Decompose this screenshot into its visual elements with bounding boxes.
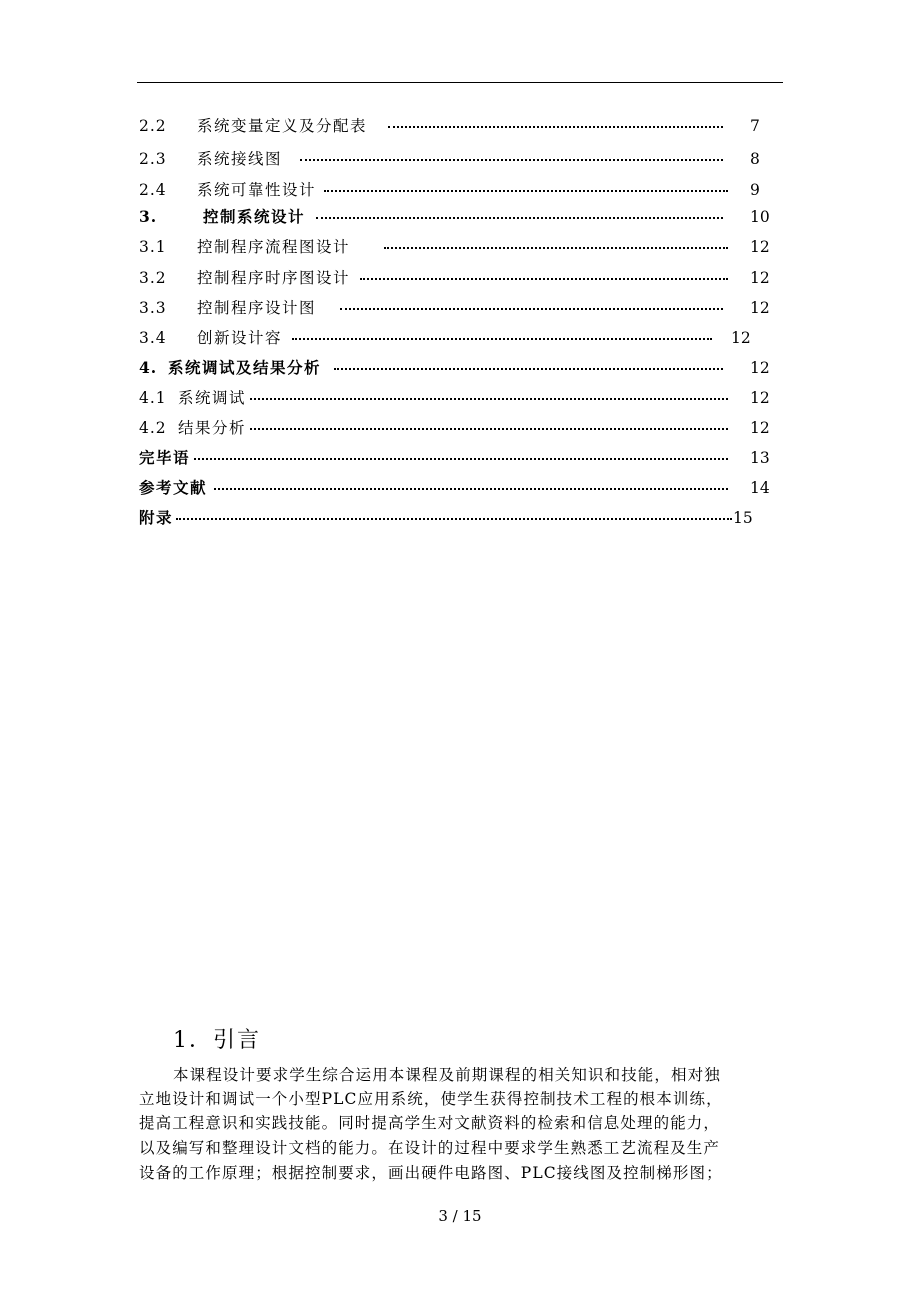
toc-row (0, 446, 920, 470)
toc-row (0, 356, 920, 380)
toc-leader-dots (250, 428, 728, 430)
toc-row (0, 114, 920, 138)
toc-page-number: 12 (750, 269, 770, 287)
toc-page-number: 12 (750, 238, 770, 256)
paragraph-line: 以及编写和整理设计文档的能力。在设计的过程中要求学生熟悉工艺流程及生产 (139, 1139, 721, 1157)
toc-title: 控制程序时序图设计 (197, 269, 351, 287)
toc-number: 3. (139, 207, 158, 226)
toc-number: 3.4 (139, 329, 167, 347)
toc-title: 控制程序设计图 (197, 299, 317, 317)
toc-page-number: 14 (750, 479, 770, 497)
toc-page-number: 8 (750, 150, 760, 168)
toc-number: 2.4 (139, 181, 167, 199)
toc-title: 系统调试 (178, 389, 247, 407)
toc-leader-dots (334, 368, 723, 370)
toc-title: 附录 (139, 508, 174, 527)
toc-number: 4. (139, 358, 158, 377)
toc-leader-dots (384, 247, 728, 249)
toc-number: 4.2 (139, 419, 167, 437)
toc-row (0, 147, 920, 171)
paragraph-line: 立地设计和调试一个小型PLC应用系统，使学生获得控制技术工程的根本训练， (139, 1090, 723, 1108)
toc-title: 创新设计容 (197, 329, 283, 347)
toc-row (0, 476, 920, 500)
toc-leader-dots (250, 398, 728, 400)
toc-number: 4.1 (139, 389, 167, 407)
toc-row (0, 326, 920, 350)
toc-page-number: 10 (750, 208, 770, 226)
toc-row (0, 296, 920, 320)
toc-row (0, 386, 920, 410)
toc-title: 系统接线图 (197, 150, 283, 168)
toc-number: 2.3 (139, 150, 167, 168)
toc-leader-dots (194, 458, 728, 460)
toc-row (0, 506, 920, 530)
toc-page-number: 9 (750, 181, 760, 199)
toc-leader-dots (300, 159, 723, 161)
toc-title: 控制程序流程图设计 (197, 238, 351, 256)
toc-row (0, 205, 920, 229)
toc-title: 系统变量定义及分配表 (197, 117, 368, 135)
toc-title: 结果分析 (178, 419, 247, 437)
page-number-footer: 3 / 15 (438, 1207, 482, 1225)
header-rule (137, 82, 783, 83)
toc-leader-dots (214, 488, 728, 490)
toc-leader-dots (316, 217, 723, 219)
paragraph-line: 本课程设计要求学生综合运用本课程及前期课程的相关知识和技能，相对独 (173, 1066, 721, 1084)
toc-number: 2.2 (139, 117, 167, 135)
toc-row (0, 266, 920, 290)
toc-title: 控制系统设计 (203, 207, 306, 226)
toc-number: 3.2 (139, 269, 167, 287)
toc-number: 3.1 (139, 238, 167, 256)
toc-leader-dots (360, 278, 728, 280)
toc-leader-dots (388, 126, 723, 128)
toc-row (0, 178, 920, 202)
toc-title: 参考文献 (139, 478, 208, 497)
toc-page-number: 12 (750, 299, 770, 317)
toc-row (0, 235, 920, 259)
toc-page-number: 12 (750, 419, 770, 437)
section-heading: 1．引言 (173, 1028, 261, 1053)
toc-title: 完毕语 (139, 448, 191, 467)
toc-page-number: 7 (750, 117, 760, 135)
paragraph-line: 设备的工作原理；根据控制要求，画出硬件电路图、PLC接线图及控制梯形图； (139, 1164, 723, 1182)
toc-page-number: 12 (750, 359, 770, 377)
toc-title: 系统可靠性设计 (197, 181, 317, 199)
toc-leader-dots (340, 308, 723, 310)
paragraph-line: 提高工程意识和实践技能。同时提高学生对文献资料的检索和信息处理的能力， (139, 1114, 721, 1132)
toc-leader-dots (292, 338, 712, 340)
toc-page-number: 12 (750, 389, 770, 407)
toc-page-number: 12 (731, 329, 751, 347)
toc-title: 系统调试及结果分析 (168, 358, 322, 377)
toc-page-number: 13 (750, 449, 770, 467)
toc-row (0, 416, 920, 440)
toc-leader-dots (176, 518, 732, 520)
toc-page-number: 15 (733, 509, 753, 527)
toc-leader-dots (324, 190, 728, 192)
toc-number: 3.3 (139, 299, 167, 317)
